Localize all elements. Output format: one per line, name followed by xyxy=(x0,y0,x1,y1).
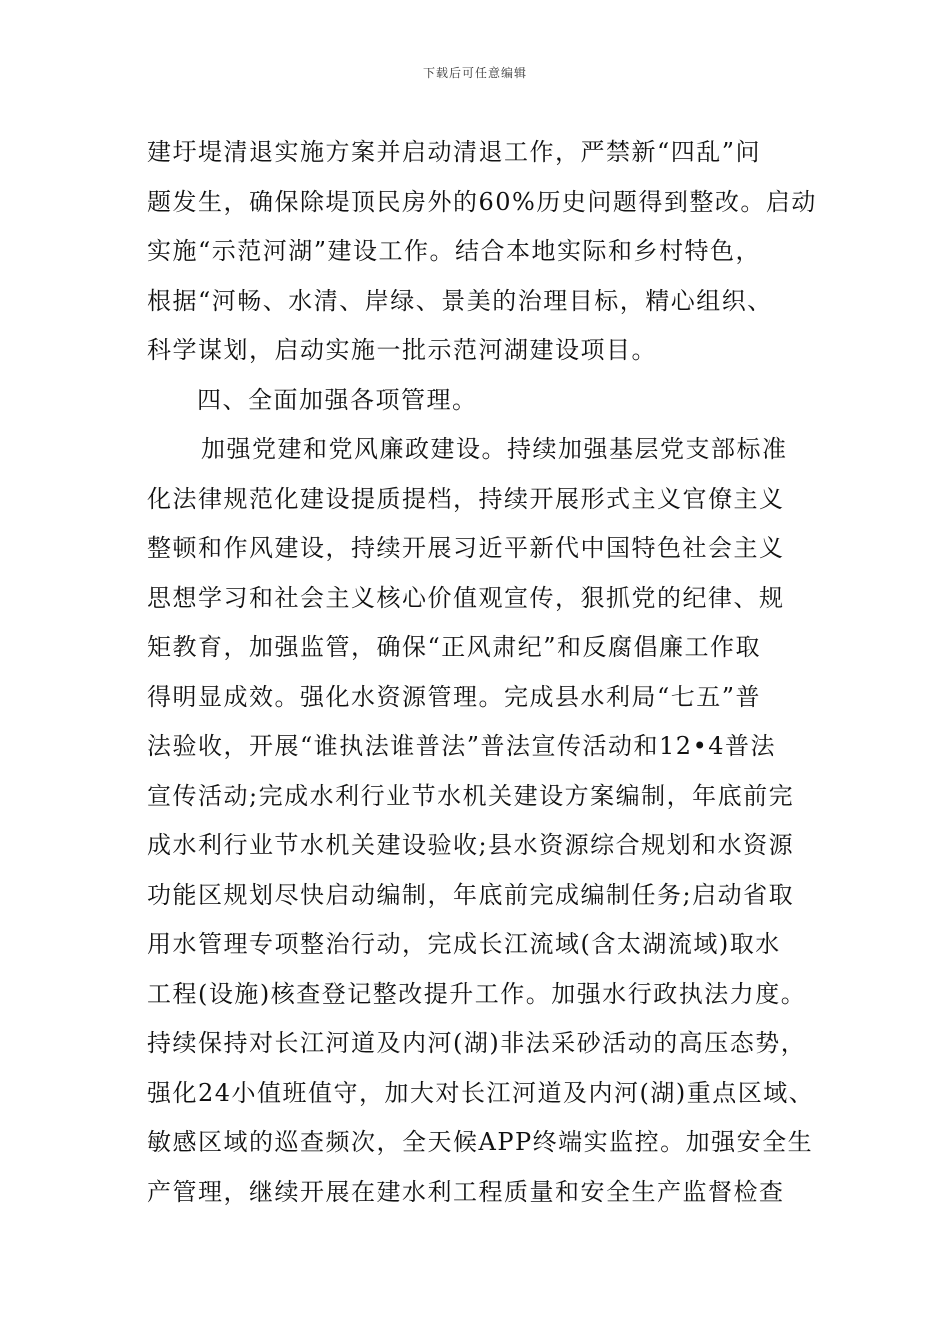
text-line: 建圩堤清退实施方案并启动清退工作，严禁新“四乱”问 xyxy=(147,138,762,166)
text-line: 科学谋划，启动实施一批示范河湖建设项目。 xyxy=(147,336,657,364)
text-line: 成水利行业节水机关建设验收;县水资源综合规划和水资源 xyxy=(147,831,795,859)
text-line: 敏感区域的巡查频次，全天候APP终端实监控。加强安全生 xyxy=(147,1128,814,1156)
text-line: 根据“河畅、水清、岸绿、景美的治理目标，精心组织、 xyxy=(147,286,773,315)
text-line: 思想学习和社会主义核心价值观宣传，狠抓党的纪律、规 xyxy=(147,583,785,612)
section-heading: 四、全面加强各项管理。 xyxy=(197,385,478,414)
text-line: 法验收，开展“谁执法谁普法”普法宣传活动和12•4普法 xyxy=(147,732,777,760)
text-line: 实施“示范河湖”建设工作。结合本地实际和乡村特色， xyxy=(147,237,762,265)
text-line: 得明显成效。强化水资源管理。完成县水利局“七五”普 xyxy=(147,682,762,711)
paragraph-first-line: 加强党建和党风廉政建设。持续加强基层党支部标准 xyxy=(201,435,788,463)
document-body xyxy=(147,128,827,1217)
text-line: 强化24小值班值守，加大对长江河道及内河(湖)重点区域、 xyxy=(147,1078,815,1107)
text-line: 矩教育，加强监管，确保“正风肃纪”和反腐倡廉工作取 xyxy=(147,633,762,661)
text-line: 化法律规范化建设提质提档，持续开展形式主义官僚主义 xyxy=(147,484,785,513)
text-line: 工程(设施)核查登记整改提升工作。加强水行政执法力度。 xyxy=(147,979,807,1008)
text-line: 用水管理专项整治行动，完成长江流域(含太湖流域)取水 xyxy=(147,930,781,958)
text-line: 宣传活动;完成水利行业节水机关建设方案编制，年底前完 xyxy=(147,781,795,810)
page-header-note: 下载后可任意编辑 xyxy=(422,66,527,80)
text-line: 功能区规划尽快启动编制，年底前完成编制任务;启动省取 xyxy=(147,880,795,909)
text-line: 整顿和作风建设，持续开展习近平新代中国特色社会主义 xyxy=(147,534,785,562)
text-line: 题发生，确保除堤顶民房外的60%历史问题得到整改。启动 xyxy=(147,187,817,216)
text-line: 产管理，继续开展在建水利工程质量和安全生产监督检查 xyxy=(147,1177,785,1206)
text-line: 持续保持对长江河道及内河(湖)非法采砂活动的高压态势， xyxy=(147,1029,807,1057)
